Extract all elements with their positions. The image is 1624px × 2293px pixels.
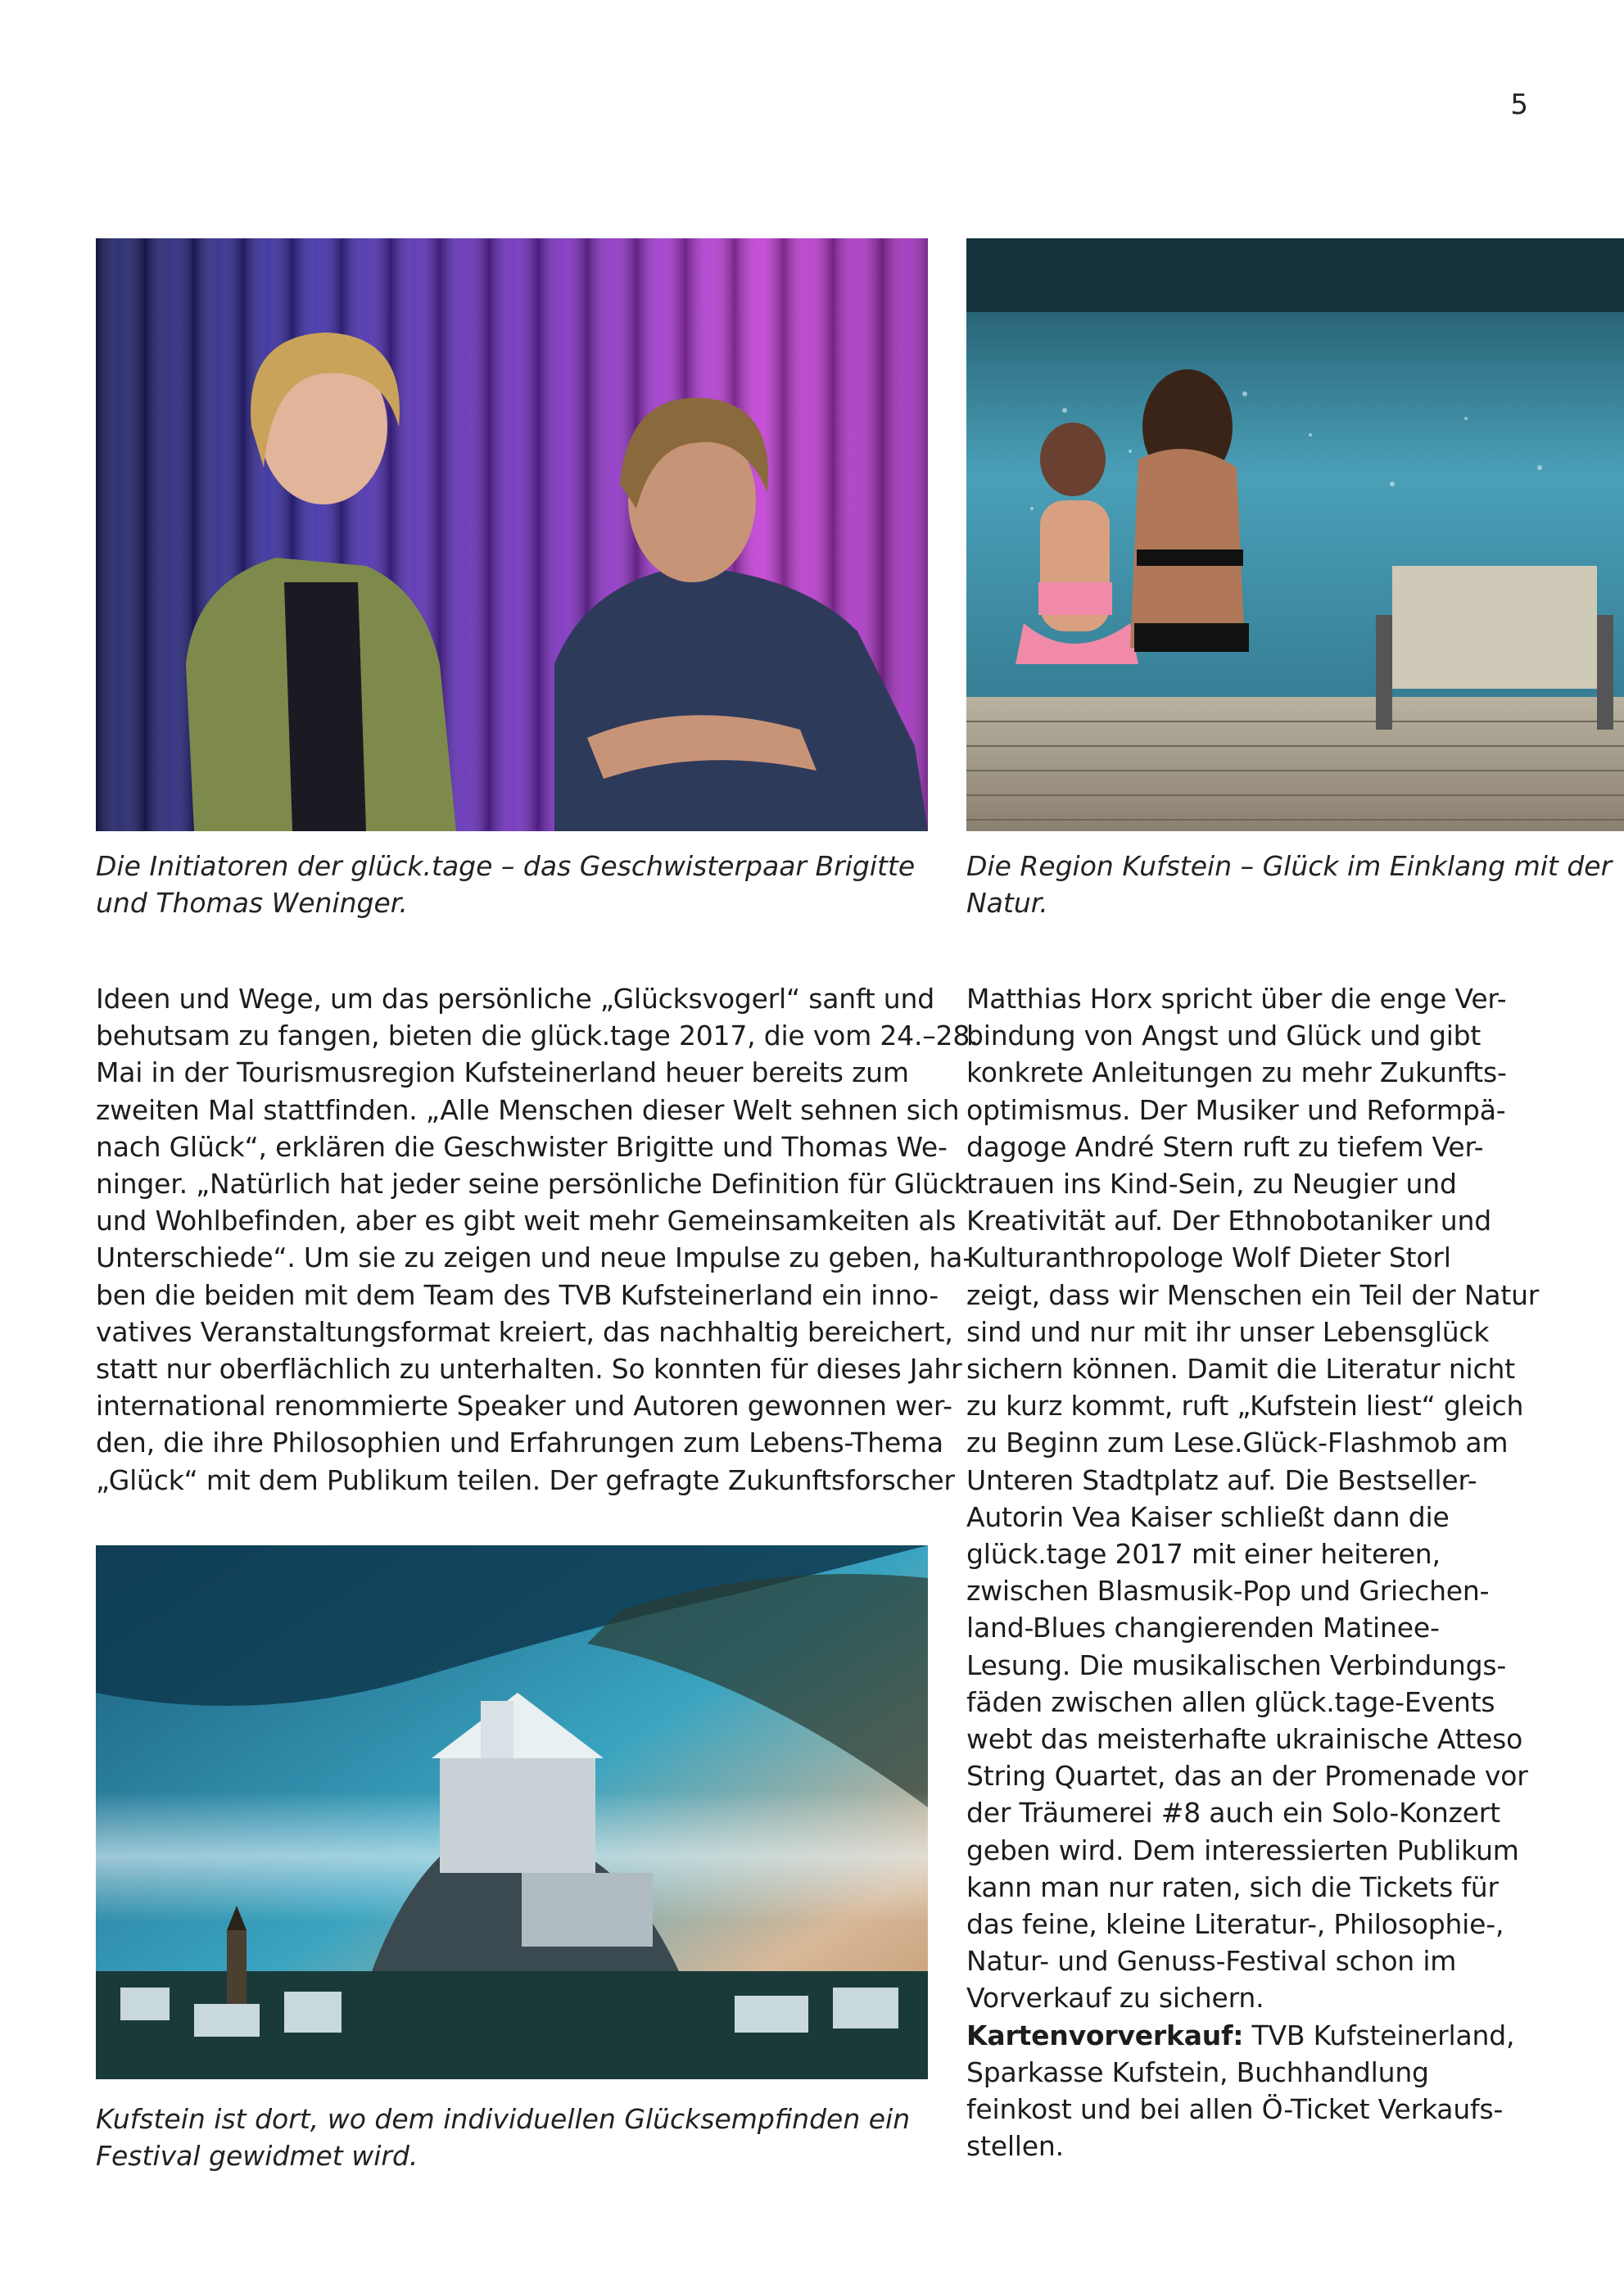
text-line: Kreativität auf. Der Ethnobotaniker und bbox=[966, 1205, 1491, 1237]
text-line: „Glück“ mit dem Publikum teilen. Der gefragte Zukunftsforscher bbox=[96, 1463, 955, 1496]
text-line: Kulturanthropologe Wolf Dieter Storl bbox=[966, 1241, 1451, 1274]
tickets-first-line: TVB Kufsteinerland, bbox=[1243, 2019, 1515, 2051]
text-line: kann man nur raten, sich die Tickets für bbox=[966, 1870, 1499, 1903]
text-line: statt nur oberflächlich zu unterhalten. So konnten für dieses Jahr bbox=[96, 1353, 962, 1386]
caption-line: Kufstein ist dort, wo dem individuellen Glücksempfinden ein bbox=[96, 2103, 911, 2135]
text-line: zwischen Blasmusik-Pop und Griechen- bbox=[966, 1575, 1490, 1608]
photo-fortress bbox=[96, 1545, 928, 2079]
text-line: geben wird. Dem interessierten Publikum bbox=[966, 1834, 1519, 1866]
text-line: konkrete Anleitungen zu mehr Zukunfts- bbox=[966, 1056, 1507, 1089]
caption-line: Die Initiatoren der glück.tage – das Geschwisterpaar Brigitte und bbox=[96, 850, 916, 919]
text-line: sind und nur mit ihr unser Lebensglück bbox=[966, 1315, 1490, 1348]
photo-fortress-illustration bbox=[96, 1545, 928, 2079]
text-line: webt das meisterhafte ukrainische Atteso bbox=[966, 1723, 1523, 1756]
tickets-label: Kartenvorverkauf: bbox=[966, 2019, 1244, 2051]
text-line: glück.tage 2017 mit einer heiteren, bbox=[966, 1538, 1441, 1571]
photo-lake-illustration bbox=[966, 238, 1624, 831]
text-line: zweiten Mal stattfinden. „Alle Menschen dieser Welt sehnen sich bbox=[96, 1093, 960, 1126]
text-line: optimismus. Der Musiker und Reformpä- bbox=[966, 1093, 1506, 1126]
text-line: sichern können. Damit die Literatur nicht bbox=[966, 1353, 1515, 1386]
text-line: land-Blues changierenden Matinee- bbox=[966, 1612, 1440, 1644]
text-line: behutsam zu fangen, bieten die glück.tage 2017, die vom 24.–28. bbox=[96, 1020, 979, 1052]
text-line: zeigt, dass wir Menschen ein Teil der Natur bbox=[966, 1278, 1540, 1311]
text-line: nach Glück“, erklären die Geschwister Brigitte und Thomas We- bbox=[96, 1130, 948, 1163]
caption-line: mit der Natur. bbox=[966, 850, 1613, 919]
text-line: fäden zwischen allen glück.tage-Events bbox=[966, 1685, 1495, 1718]
text-line: trauen ins Kind-Sein, zu Neugier und bbox=[966, 1168, 1457, 1201]
left-body-text bbox=[96, 980, 979, 1499]
text-line: den, die ihre Philosophien und Erfahrungen zum Lebens-Thema bbox=[96, 1427, 943, 1459]
right-body-text bbox=[966, 980, 1622, 2165]
photo-siblings bbox=[96, 238, 928, 831]
text-line: Autorin Vea Kaiser schließt dann die bbox=[966, 1500, 1450, 1533]
text-line: Vorverkauf zu sichern. bbox=[966, 1982, 1264, 2015]
text-line: Matthias Horx spricht über die enge Ver- bbox=[966, 983, 1507, 1015]
page-number: 5 bbox=[1510, 88, 1528, 121]
text-line: Natur- und Genuss-Festival schon im bbox=[966, 1945, 1457, 1978]
tickets-line bbox=[966, 2017, 1622, 2054]
text-line: international renommierte Speaker und Autoren gewonnen wer- bbox=[96, 1390, 952, 1422]
photo-siblings-illustration bbox=[96, 238, 928, 831]
text-line: ben die beiden mit dem Team des TVB Kufsteinerland ein inno- bbox=[96, 1278, 939, 1311]
text-line: dagoge André Stern ruft zu tiefem Ver- bbox=[966, 1130, 1484, 1163]
text-line: bindung von Angst und Glück und gibt bbox=[966, 1020, 1482, 1052]
caption-siblings bbox=[96, 848, 939, 921]
text-line: zu Beginn zum Lese.Glück-Flashmob am bbox=[966, 1427, 1509, 1459]
text-line: stellen. bbox=[966, 2130, 1064, 2163]
text-line: das feine, kleine Literatur-, Philosophie-, bbox=[966, 1908, 1504, 1941]
text-line: der Träumerei #8 auch ein Solo-Konzert bbox=[966, 1797, 1500, 1829]
caption-fortress bbox=[96, 2101, 939, 2174]
text-line: und Wohlbefinden, aber es gibt weit mehr Gemeinsamkeiten als bbox=[96, 1205, 957, 1237]
text-line: Sparkasse Kufstein, Buchhandlung bbox=[966, 2056, 1429, 2088]
text-line: Mai in der Tourismusregion Kufsteinerland heuer bereits zum bbox=[96, 1056, 909, 1089]
text-line: Unteren Stadtplatz auf. Die Bestseller- bbox=[966, 1463, 1477, 1496]
text-line: zu kurz kommt, ruft „Kufstein liest“ gleich bbox=[966, 1390, 1524, 1422]
text-line: Unterschiede“. Um sie zu zeigen und neue Impulse zu geben, ha- bbox=[96, 1241, 972, 1274]
caption-line: Thomas Weninger. bbox=[156, 887, 408, 919]
text-line: ninger. „Natürlich hat jeder seine persönliche Definition für Glück bbox=[96, 1168, 970, 1201]
photo-lake bbox=[966, 238, 1624, 831]
caption-lake bbox=[966, 848, 1622, 921]
text-line: String Quartet, das an der Promenade vor bbox=[966, 1760, 1528, 1793]
text-line: Ideen und Wege, um das persönliche „Glücksvogerl“ sanft und bbox=[96, 983, 934, 1015]
text-line: feinkost und bei allen Ö-Ticket Verkaufs- bbox=[966, 2093, 1504, 2126]
text-line: vatives Veranstaltungsformat kreiert, das nachhaltig bereichert, bbox=[96, 1315, 953, 1348]
caption-line: Festival gewidmet wird. bbox=[96, 2140, 418, 2172]
text-line: Lesung. Die musikalischen Verbindungs- bbox=[966, 1649, 1507, 1681]
caption-line: Die Region Kufstein – Glück im Einklang bbox=[966, 850, 1506, 882]
